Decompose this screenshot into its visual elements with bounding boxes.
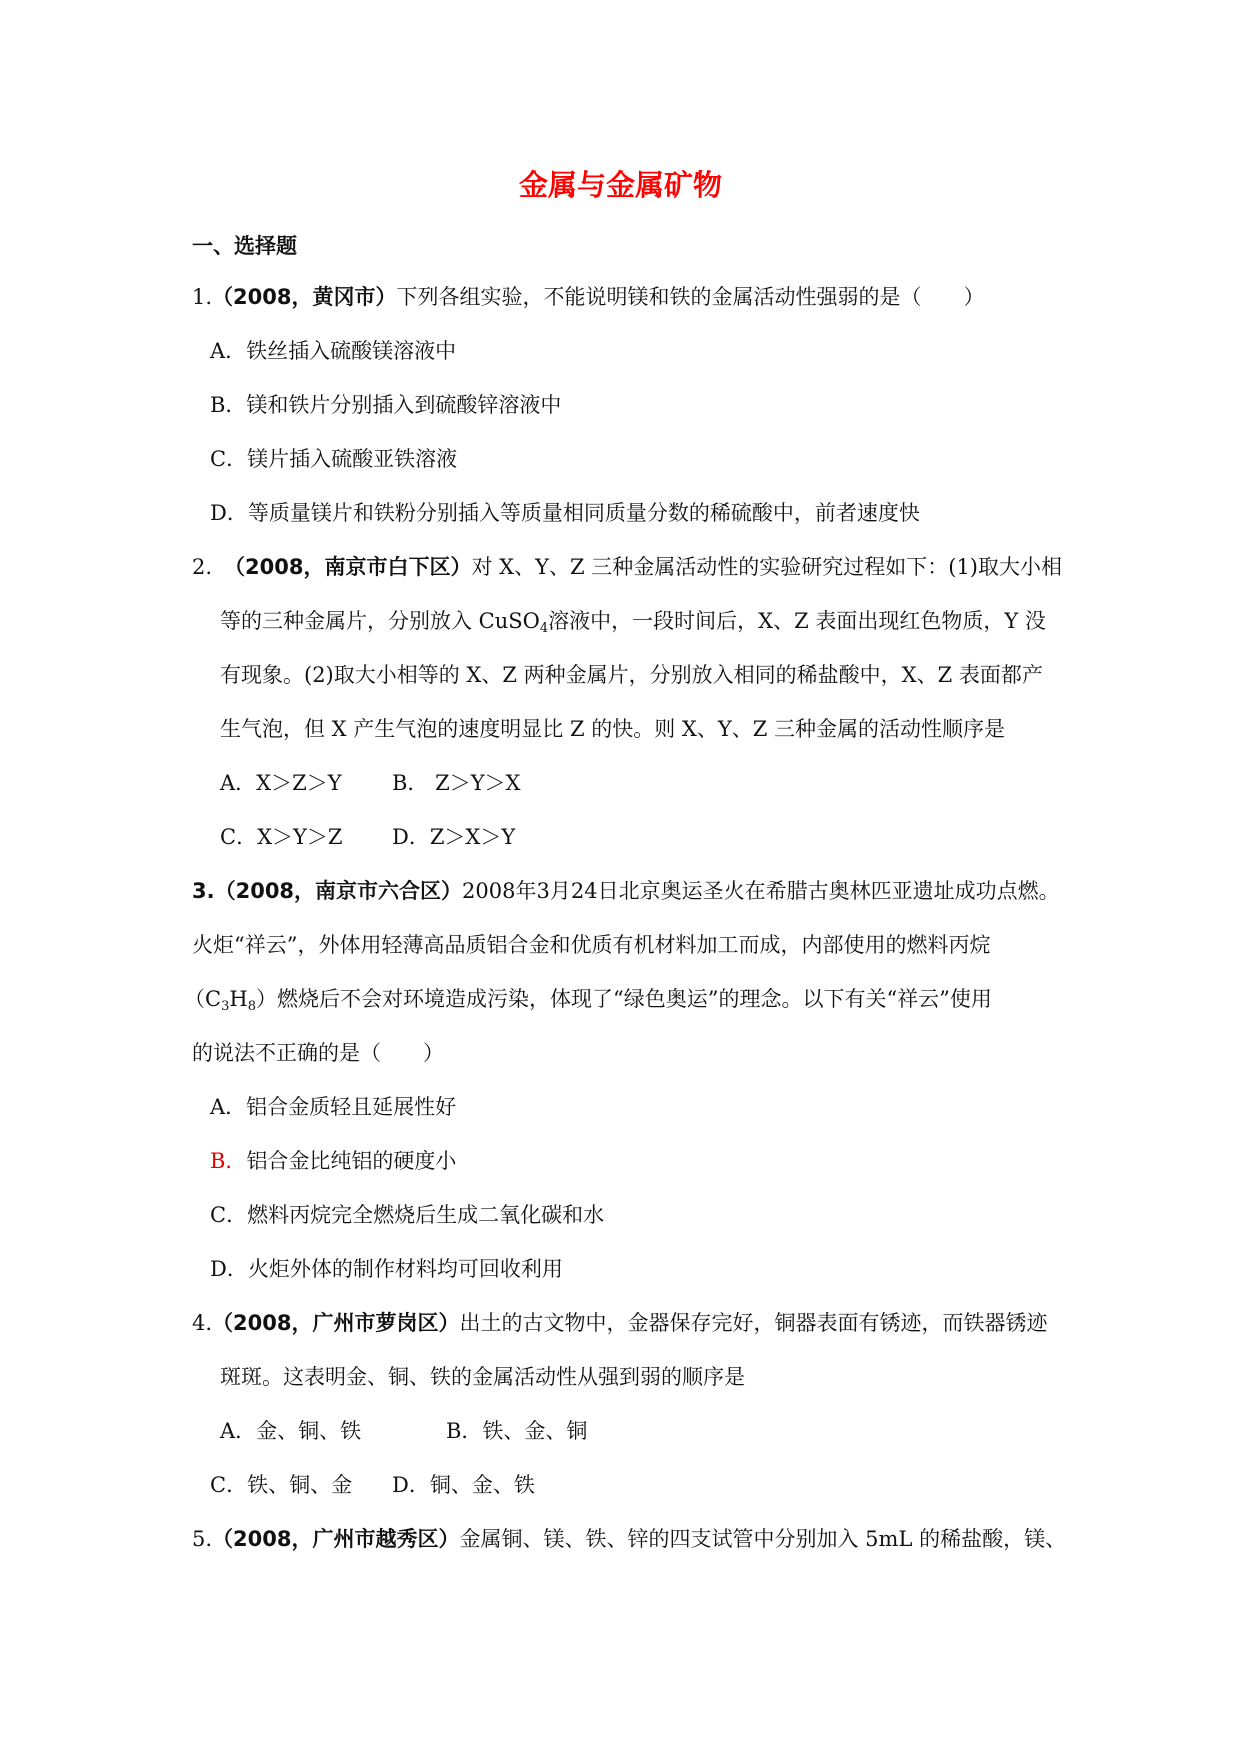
q2-option-b: B． Z＞Y＞X (392, 771, 521, 795)
question-source: （2008，广州市越秀区） (212, 1527, 460, 1551)
q1-option-a: A．铁丝插入硫酸镁溶液中 (210, 339, 457, 363)
subscript: 3 (221, 999, 230, 1014)
q3-option-a: A．铝合金质轻且延展性好 (210, 1095, 457, 1119)
question-3-stem (192, 876, 1060, 906)
q3-option-d: D．火炬外体的制作材料均可回收利用 (210, 1257, 563, 1281)
q2-line-2 (220, 606, 1046, 636)
q3-line-4: 的说法不正确的是（ ） (192, 1041, 444, 1065)
q3-text-part: ）燃烧后不会对环境造成污染，体现了“绿色奥运”的理念。以下有关“祥云”使用 (255, 987, 992, 1011)
subscript: 8 (247, 999, 256, 1014)
question-number: 4. (192, 1311, 213, 1335)
page-title: 金属与金属矿物 (518, 168, 722, 202)
q2-line-4: 生气泡，但 X 产生气泡的速度明显比 Z 的快。则 X、Y、Z 三种金属的活动性顺序是 (220, 717, 1005, 741)
question-1-stem (192, 282, 985, 312)
q4-option-b: B．铁、金、铜 (446, 1419, 588, 1443)
question-text: 下列各组实验，不能说明镁和铁的金属活动性强弱的是（ ） (396, 285, 985, 309)
question-text: 2008年3月24日北京奥运圣火在希腊古奥林匹亚遗址成功点燃。 (462, 879, 1060, 903)
q4-line-2: 斑斑。这表明金、铜、铁的金属活动性从强到弱的顺序是 (220, 1365, 745, 1389)
question-number: 5. (192, 1527, 213, 1551)
q3-line-3 (184, 984, 992, 1014)
q2-text-part: 等的三种金属片，分别放入 CuSO (220, 609, 540, 633)
q1-option-b: B．镁和铁片分别插入到硫酸锌溶液中 (210, 393, 562, 417)
q4-option-a: A．金、铜、铁 (220, 1419, 362, 1443)
question-5-stem (192, 1524, 1066, 1554)
question-text: 金属铜、镁、铁、锌的四支试管中分别加入 5mL 的稀盐酸，镁、 (459, 1527, 1067, 1551)
answer-letter: B． (210, 1149, 247, 1173)
question-source: （2008，南京市六合区） (214, 879, 463, 903)
q1-option-d: D．等质量镁片和铁粉分别插入等质量相同质量分数的稀硫酸中，前者速度快 (210, 501, 920, 525)
q4-option-d: D．铜、金、铁 (392, 1473, 535, 1497)
q3-option-b (210, 1146, 456, 1176)
question-2-stem (192, 552, 1062, 582)
question-number: 2. (192, 555, 213, 579)
question-source: （2008，广州市萝岗区） (212, 1311, 460, 1335)
question-number: 1. (192, 285, 213, 309)
q3-option-c: C．燃料丙烷完全燃烧后生成二氧化碳和水 (210, 1203, 605, 1227)
q3-line-2: 火炬“祥云”，外体用轻薄高品质铝合金和优质有机材料加工而成，内部使用的燃料丙烷 (192, 933, 991, 957)
question-4-stem (192, 1308, 1048, 1338)
question-text: 出土的古文物中，金器保存完好，铜器表面有锈迹，而铁器锈迹 (459, 1311, 1048, 1335)
q2-option-c: C．X＞Y＞Z (220, 825, 343, 849)
q2-option-d: D．Z＞X＞Y (392, 825, 516, 849)
question-source: （2008，南京市白下区） (224, 555, 472, 579)
q3-text-part: H (229, 987, 248, 1011)
option-text: 铝合金比纯铝的硬度小 (246, 1149, 457, 1173)
q1-option-c: C．镁片插入硫酸亚铁溶液 (210, 447, 458, 471)
subscript: 4 (539, 621, 549, 636)
q2-text-part: 溶液中，一段时间后，X、Z 表面出现红色物质，Y 没 (548, 609, 1046, 633)
q3-text-part: （C (184, 987, 222, 1011)
q2-line-3: 有现象。(2)取大小相等的 X、Z 两种金属片，分别放入相同的稀盐酸中，X、Z 表面都产 (220, 663, 1043, 687)
question-number: 3. (192, 879, 215, 903)
question-source: （2008，黄冈市） (212, 285, 397, 309)
question-text: 对 X、Y、Z 三种金属活动性的实验研究过程如下：(1)取大小相 (471, 555, 1062, 579)
q4-option-c: C．铁、铜、金 (210, 1473, 353, 1497)
section-heading: 一、选择题 (192, 234, 297, 258)
q2-option-a: A．X＞Z＞Y (220, 771, 342, 795)
